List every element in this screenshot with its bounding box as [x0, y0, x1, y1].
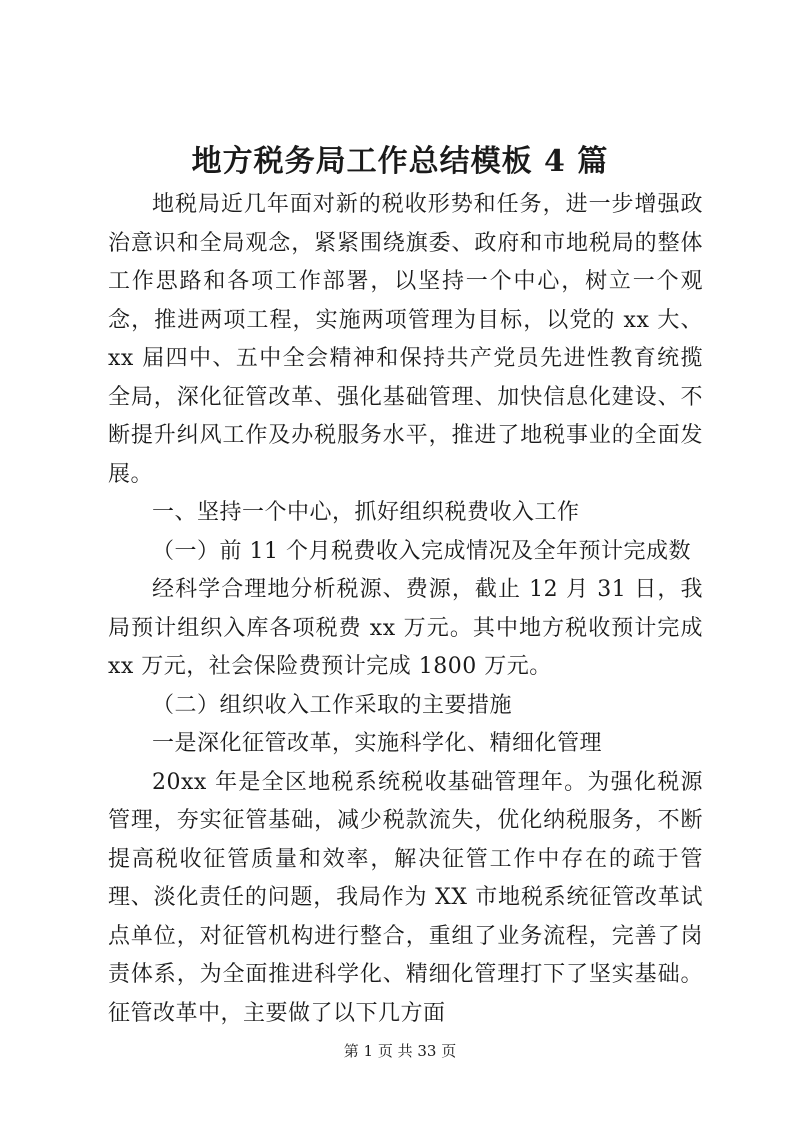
paragraph-revenue: 经科学合理地分析税源、费源，截止 12 月 31 日，我局预计组织入库各项税费 xx 万元。其中地方税收预计完成 xx 万元，社会保险费预计完成 1800 万元。 — [108, 577, 703, 679]
subsection-heading-1: （一）前 11 个月税费收入完成情况及全年预计完成数 — [152, 538, 691, 564]
section-heading-1: 一、坚持一个中心，抓好组织税费收入工作 — [152, 500, 580, 525]
subsection-heading-2: （二）组织收入工作采取的主要措施 — [152, 692, 513, 718]
paragraph-intro: 地税局近几年面对新的税收形势和任务，进一步增强政治意识和全局观念，紧紧围绕旗委、政府和市地税局的整体工作思路和各项工作部署，以坚持一个中心，树立一个观念，推进两项工程，实施两项管理为目标，以党的 xx 大、xx 届四中、五中全会精神和保持共产党员先进性教育统揽全局，深化征管改革、强化基础管理、加快信息化建设、不断提升纠风工作及办税服务水平，推进了地税事业的全面发展。 — [108, 192, 703, 487]
document-title: 地方税务局工作总结模板 4 篇 — [191, 144, 609, 179]
document-body — [108, 186, 703, 1033]
paragraph-reform: 20xx 年是全区地税系统税收基础管理年。为强化税源管理，夯实征管基础，减少税款流失，优化纳税服务，不断提高税收征管质量和效率，解决征管工作中存在的疏于管理、淡化责任的问题，我局作为 XX 市地税系统征管改革试点单位，对征管机构进行整合，重组了业务流程，完善了岗责体系，为全面推进科学化、精细化管理打下了坚实基础。征管改革中，主要做了以下几方面 — [108, 769, 703, 1026]
page-footer: 第 1 页 共 33 页 — [343, 1042, 457, 1060]
measure-heading-1: 一是深化征管改革，实施科学化、精细化管理 — [152, 731, 603, 756]
